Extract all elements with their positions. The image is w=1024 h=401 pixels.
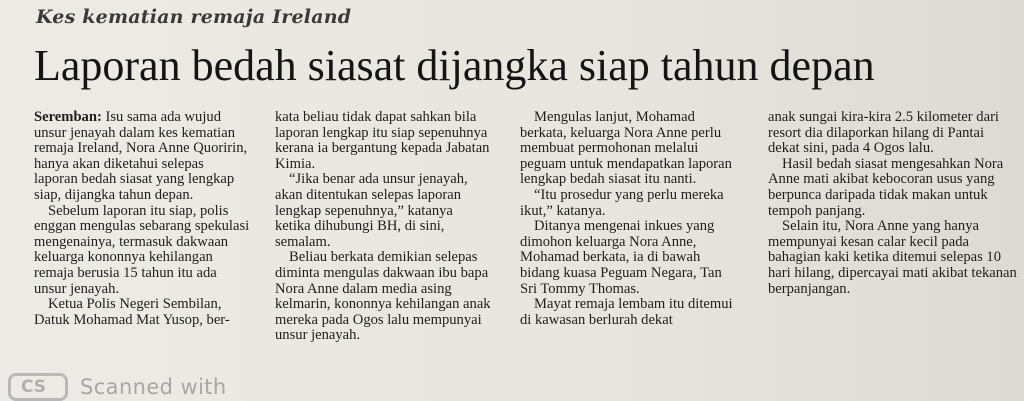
paragraph-text: Isu sama ada wujud unsur jenayah dalam kes kematian remaja Ireland, Nora Anne Quoririn, hanya akan diketahui selepas laporan bedah siasat yang lengkap siap, dijangka tahun depan. <box>34 109 248 203</box>
paragraph: Beliau berkata demikian selepas diminta mengulas dakwaan ibu bapa Nora Anne dalam media asing kelmarin, kononnya kehilangan anak mereka pada Ogos lalu mempunyai unsur jenayah. <box>275 249 491 344</box>
logo-text: CS <box>21 376 47 397</box>
dateline: Seremban: <box>34 109 102 125</box>
paragraph: Mengulas lanjut, Mohamad berkata, keluarga Nora Anne perlu membuat permohonan melalui peguam untuk mendapatkan laporan lengkap bedah siasat itu nanti. <box>520 109 732 188</box>
watermark-text: Scanned with <box>80 374 227 399</box>
headline: Laporan bedah siasat dijangka siap tahun depan <box>34 41 875 90</box>
paragraph: anak sungai kira-kira 2.5 kilometer dari resort dia dilaporkan hilang di Pantai dekat sini, pada 4 Ogos lalu. <box>768 109 999 157</box>
column-2 <box>275 110 491 344</box>
paragraph: Mayat remaja lembam itu ditemui di kawasan berlurah dekat <box>520 296 733 328</box>
column-3 <box>520 110 736 328</box>
paragraph: Ketua Polis Negeri Sembilan, Datuk Mohamad Mat Yusop, ber- <box>34 296 230 328</box>
paragraph: “Itu prosedur yang perlu mereka ikut,” katanya. <box>520 186 724 219</box>
paragraph: Selain itu, Nora Anne yang hanya mempunyai kesan calar kecil pada bahagian kaki ketika ditemui selepas 10 hari hilang, dipercayai mati akibat tekanan berpanjangan. <box>768 218 1017 297</box>
paragraph: “Jika benar ada unsur jenayah, akan ditentukan selepas laporan lengkap sepenuhnya,” katanya ketika dihubungi BH, di sini, semalam. <box>275 171 468 250</box>
column-4 <box>768 110 1018 297</box>
scanner-watermark <box>8 372 227 401</box>
show-through-text <box>1008 14 1017 52</box>
camscanner-logo-icon <box>8 373 68 401</box>
paragraph: kata beliau tidak dapat sahkan bila laporan lengkap itu siap sepenuhnya kerana ia bergantung kepada Jabatan Kimia. <box>275 109 490 172</box>
paragraph: Ditanya mengenai inkues yang dimohon keluarga Nora Anne, Mohamad berkata, ia di bawah bidang kuasa Peguam Negara, Tan Sri Tommy Thomas. <box>520 218 722 297</box>
paragraph: Sebelum laporan itu siap, polis enggan mengulas sebarang spekulasi mengenainya, termasuk dakwaan keluarga kononnya kehilangan remaja berusia 15 tahun itu ada unsur jenayah. <box>34 202 250 297</box>
kicker: Kes kematian remaja Ireland <box>36 6 352 28</box>
article-body <box>34 109 1017 372</box>
paragraph <box>34 110 250 204</box>
paragraph: Hasil bedah siasat mengesahkan Nora Anne mati akibat kebocoran usus yang berpunca daripada tidak makan untuk tempoh panjang. <box>768 155 1004 219</box>
column-1 <box>34 110 250 328</box>
